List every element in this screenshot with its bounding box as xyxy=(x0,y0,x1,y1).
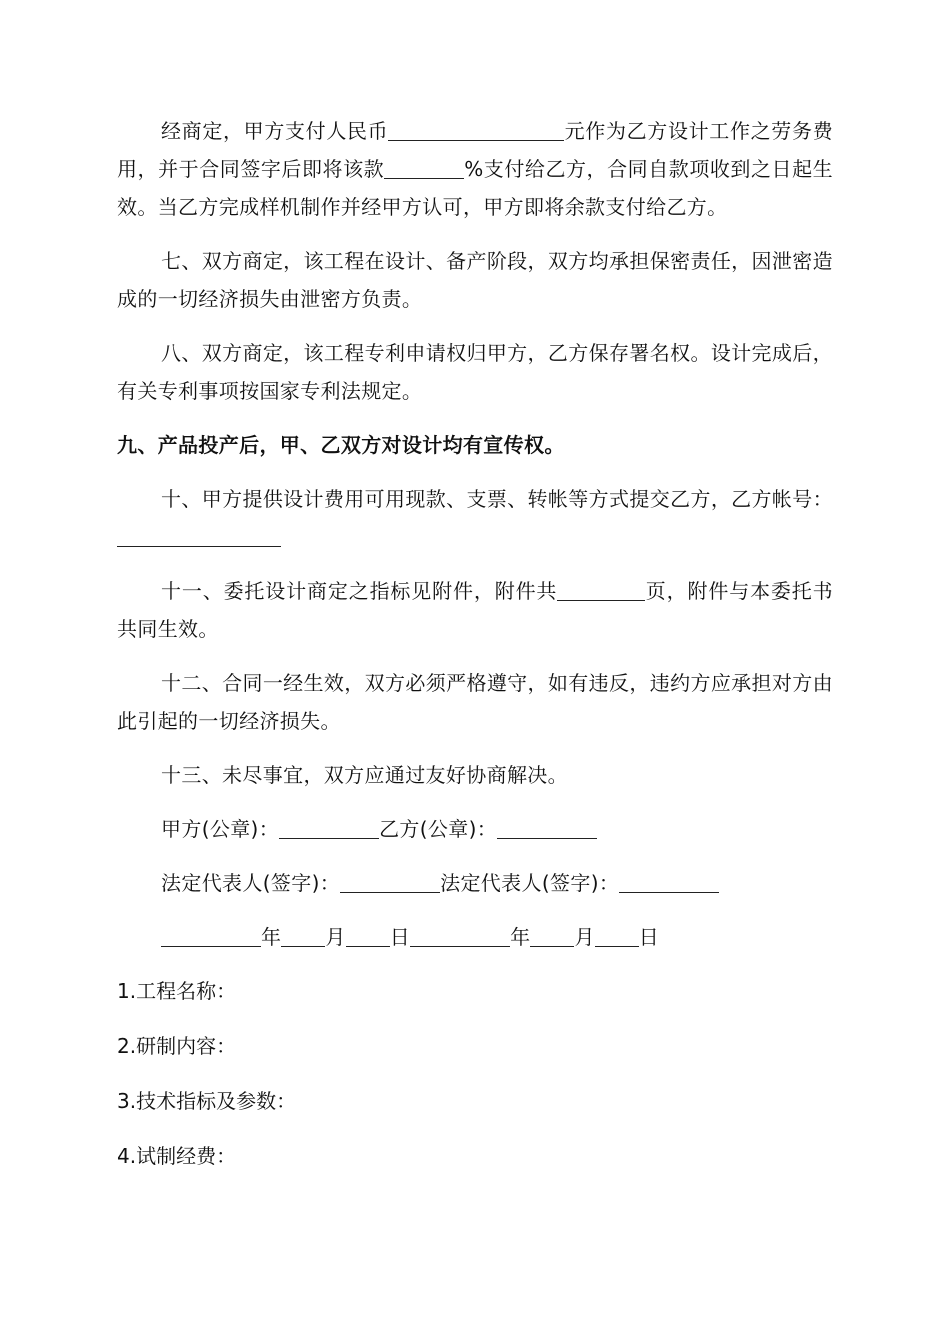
date-a-month-blank[interactable] xyxy=(281,924,325,947)
rep-a-label: 法定代表人(签字)： xyxy=(161,871,341,895)
clause-12-compliance: 十二、合同一经生效，双方必须严格遵守，如有违反，违约方应承担对方由此引起的一切经济损失。 xyxy=(117,671,833,733)
date-a-month-label: 月 xyxy=(325,925,346,949)
date-b-month-blank[interactable] xyxy=(530,924,574,947)
percent-blank[interactable] xyxy=(384,156,464,179)
party-a-seal-label: 甲方(公章)： xyxy=(161,817,280,841)
party-a-seal-blank[interactable] xyxy=(279,816,379,839)
annex-item-research-content: 2.研制内容： xyxy=(117,1034,237,1058)
party-b-seal-blank[interactable] xyxy=(497,816,597,839)
clause-7-confidentiality: 七、双方商定，该工程在设计、备产阶段，双方均承担保密责任，因泄密造成的一切经济损失由泄密方负责。 xyxy=(117,249,833,311)
date-a-day-label: 日 xyxy=(389,925,411,949)
clause-8-patent: 八、双方商定，该工程专利申请权归甲方，乙方保存署名权。设计完成后，有关专利事项按国家专利法规定。 xyxy=(117,341,833,403)
rep-a-blank[interactable] xyxy=(340,870,440,893)
clause-11-text-2: 页，附件与本委托书共同生效。 xyxy=(117,579,833,641)
clause-6-text-2: 元作为乙方设计工作之劳务费用，并于合同签字后即将该款 xyxy=(117,119,833,181)
clause-13-negotiation: 十三、未尽事宜，双方应通过友好协商解决。 xyxy=(161,763,568,787)
annex-pages-blank[interactable] xyxy=(557,578,645,601)
account-number-blank[interactable] xyxy=(117,524,281,547)
clause-6-payment xyxy=(117,112,833,226)
date-b-year-label: 年 xyxy=(510,925,531,949)
representative-row xyxy=(117,864,833,902)
annex-item-trial-budget: 4.试制经费： xyxy=(117,1144,237,1168)
annex-item-project-name: 1.工程名称： xyxy=(117,979,237,1003)
rep-b-label: 法定代表人(签字)： xyxy=(440,871,620,895)
date-a-year-label: 年 xyxy=(261,925,282,949)
date-row xyxy=(117,918,833,956)
date-b-day-blank[interactable] xyxy=(595,924,639,947)
clause-9-publicity: 九、产品投产后，甲、乙双方对设计均有宣传权。 xyxy=(117,433,565,457)
date-b-day-label: 日 xyxy=(638,925,660,949)
party-b-seal-label: 乙方(公章)： xyxy=(379,817,498,841)
clause-6-text-3: %支付给乙方，合同自款项收到之日起生效。当乙方完成样机制作并经甲方认可，甲方即将余款支付给乙方。 xyxy=(117,157,833,219)
date-b-year-blank[interactable] xyxy=(410,924,510,947)
date-b-month-label: 月 xyxy=(574,925,595,949)
annex-item-technical-specs: 3.技术指标及参数： xyxy=(117,1089,297,1113)
rep-b-blank[interactable] xyxy=(619,870,719,893)
date-a-year-blank[interactable] xyxy=(161,924,261,947)
clause-6-text-1: 经商定，甲方支付人民币 xyxy=(161,119,389,143)
clause-10-account xyxy=(117,480,833,556)
date-a-day-blank[interactable] xyxy=(346,924,390,947)
clause-10-text: 十、甲方提供设计费用可用现款、支票、转帐等方式提交乙方，乙方帐号： xyxy=(161,487,833,511)
clause-11-text-1: 十一、委托设计商定之指标见附件，附件共 xyxy=(161,579,558,603)
amount-blank[interactable] xyxy=(388,118,564,141)
clause-11-annex xyxy=(117,572,833,648)
seal-row xyxy=(117,810,833,848)
document-page xyxy=(117,112,833,1192)
